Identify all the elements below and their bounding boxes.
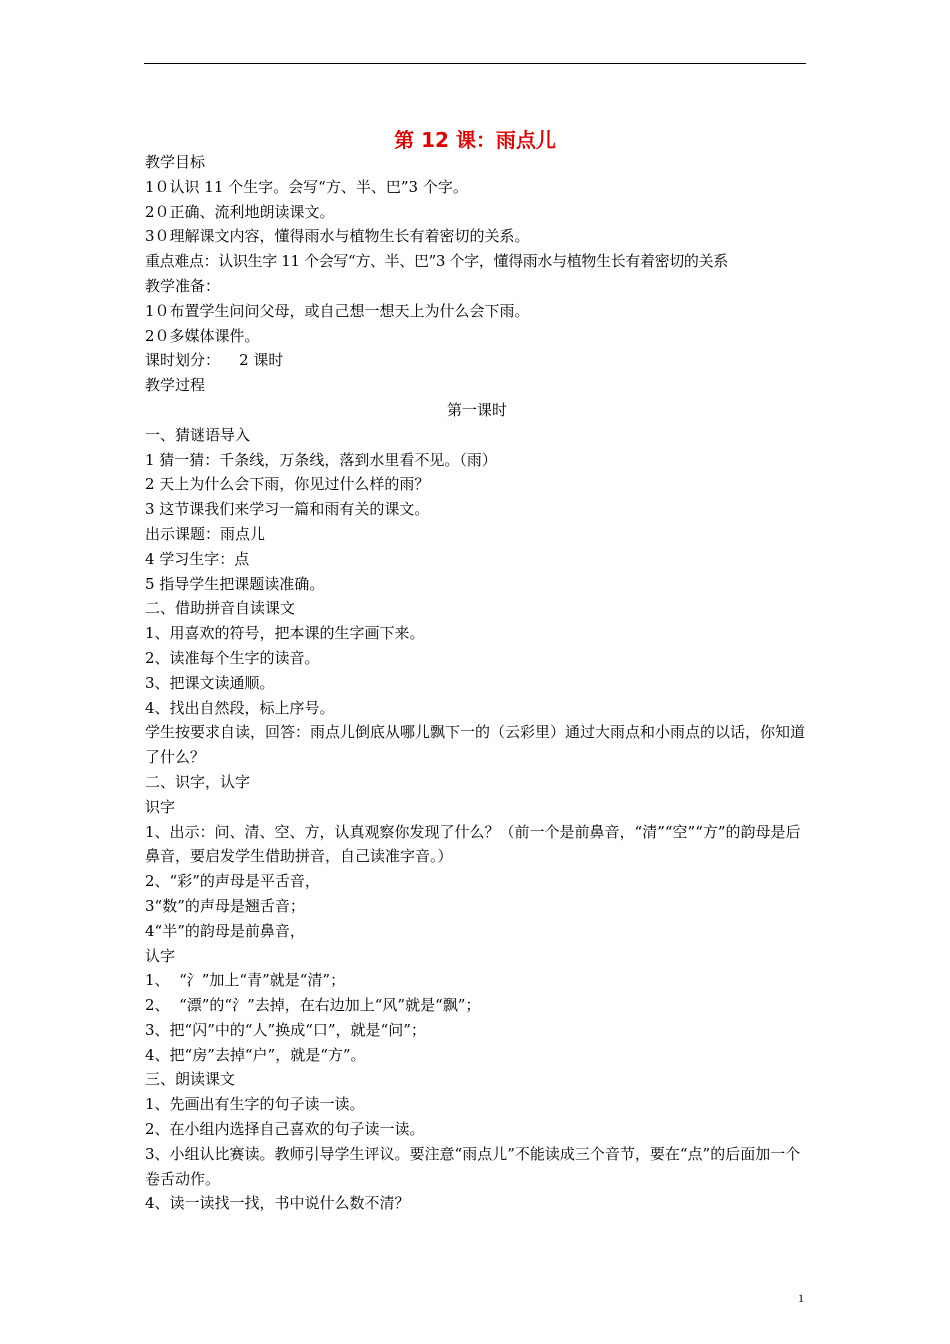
- text-line: 2、在小组内选择自己喜欢的句子读一读。: [145, 1120, 425, 1139]
- text-line: 教学过程: [145, 376, 206, 395]
- header-rule: [144, 63, 806, 64]
- text-line: 1、先画出有生字的句子读一读。: [145, 1095, 365, 1114]
- text-line: 2、“彩”的声母是平舌音，: [145, 872, 320, 891]
- section-heading: 第一课时: [446, 400, 507, 419]
- text-line: 2０多媒体课件。: [145, 326, 260, 345]
- text-line: 5 指导学生把课题读准确。: [145, 574, 325, 593]
- text-line: 2、读准每个生字的读音。: [145, 648, 320, 667]
- text-line: 出示课题：雨点儿: [145, 524, 266, 543]
- text-line: 3０理解课文内容，懂得雨水与植物生长有着密切的关系。: [145, 227, 530, 246]
- text-line: 教学准备：: [145, 276, 221, 295]
- text-line: 教学目标: [145, 153, 206, 171]
- text-line: 4“半”的韵母是前鼻音，: [145, 921, 305, 940]
- text-line: 三、朗读课文: [145, 1070, 236, 1089]
- page-number: 1: [798, 1291, 804, 1305]
- text-line: 2、 “漂”的“氵”去掉，在右边加上“风”就是“飘”；: [145, 996, 481, 1015]
- text-line: 二、识字，认字: [145, 772, 251, 791]
- text-line: 1 猜一猜：千条线，万条线，落到水里看不见。（雨）: [145, 450, 497, 469]
- text-line: 1、用喜欢的符号，把本课的生字画下来。: [145, 624, 425, 643]
- text-line: 重点难点：认识生字 11 个会写“方、半、巴”3 个字，懂得雨水与植物生长有着密切的关系: [145, 252, 728, 271]
- text-line: 2０正确、流利地朗读课文。: [145, 202, 335, 221]
- text-line: 3 这节课我们来学习一篇和雨有关的课文。: [145, 500, 430, 519]
- text-line: 1０认识 11 个生字。会写“方、半、巴”3 个字。: [145, 177, 468, 196]
- text-line: 4、把“房”去掉“户”，就是“方”。: [145, 1045, 366, 1064]
- text-paragraph: 学生按要求自读，回答：雨点儿倒底从哪儿飘下一的（云彩里）通过大雨点和小雨点的以话，你知道了什么？: [145, 723, 806, 767]
- text-line: 1０布置学生问问父母，或自己想一想天上为什么会下雨。: [145, 301, 530, 320]
- text-line: 识字: [145, 797, 176, 816]
- text-line: 一、猜谜语导入: [145, 425, 251, 444]
- text-paragraph: 3、小组认比赛读。教师引导学生评议。要注意“雨点儿”不能读成三个音节，要在“点”的后面加一个卷舌动作。: [145, 1144, 801, 1188]
- text-line: 2 天上为什么会下雨，你见过什么样的雨？: [145, 475, 430, 494]
- text-line: 3、把“闪”中的“人”换成“口”，就是“问”；: [145, 1020, 426, 1039]
- text-line: 认字: [145, 946, 176, 965]
- text-line: 二、借助拼音自读课文: [145, 599, 296, 618]
- page-title: 第 12 课：雨点儿: [394, 128, 556, 152]
- text-line: 4 学习生字：点: [145, 549, 250, 568]
- document-body: [145, 150, 809, 1216]
- text-line: 4、找出自然段，标上序号。: [145, 698, 335, 717]
- text-line: 3、把课文读通顺。: [145, 673, 275, 692]
- text-paragraph: 1、出示：问、清、空、方，认真观察你发现了什么？（前一个是前鼻音，“清”“空”“方”的韵母是后鼻音，要启发学生借助拼音，自己读准字音。）: [145, 822, 801, 866]
- text-line: 1、 “氵”加上“青”就是“清”；: [145, 971, 346, 990]
- text-line: 4、读一读找一找，书中说什么数不清？: [145, 1194, 410, 1213]
- text-line: 3“数”的声母是翘舌音；: [145, 896, 305, 915]
- text-line: 课时划分： 2 课时: [145, 351, 284, 370]
